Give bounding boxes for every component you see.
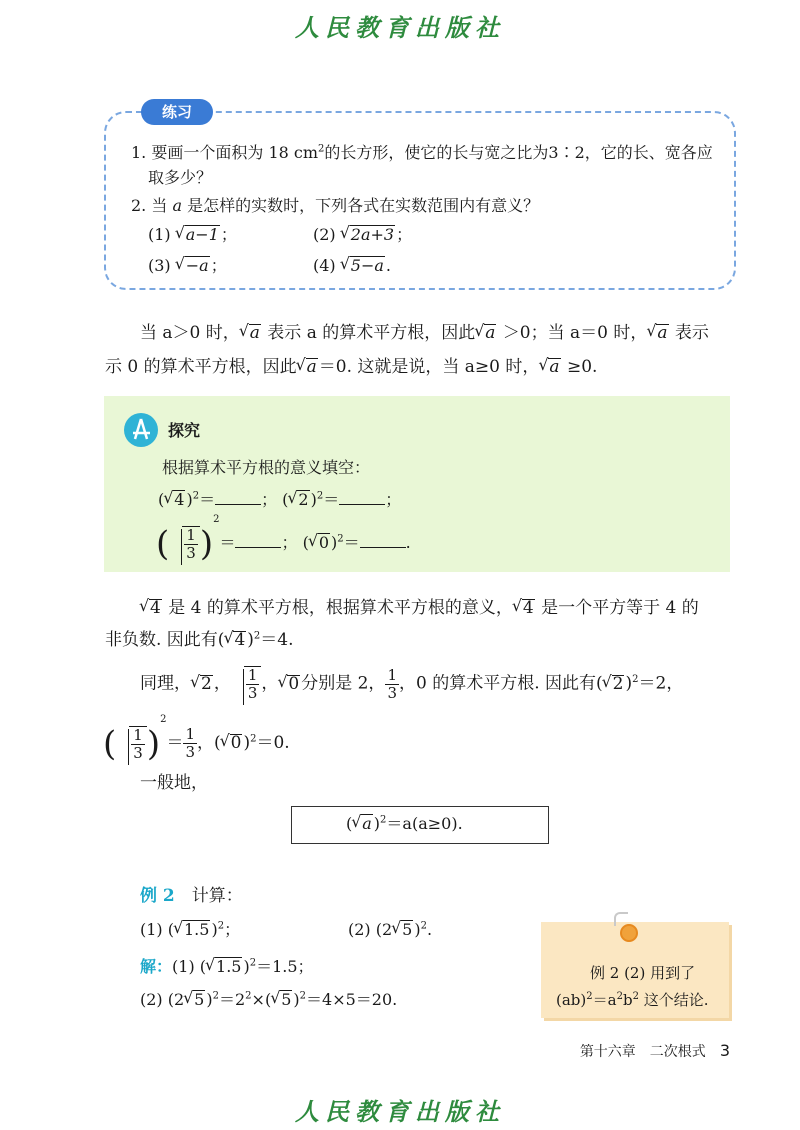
practice-item-4: (4) √ 5−a . [313, 256, 391, 276]
explore-row-2: ( $\frac{1}{3}$ )$^2$＝ ； (√ 0 )$^2$＝ . [156, 520, 411, 566]
key-formula: (√ a )$^2$＝a(a≥0). [346, 814, 463, 834]
note-line-1: 例 2 (2) 用到了 [590, 964, 696, 982]
compass-icon [124, 413, 158, 447]
publisher-logo-top: 人民教育出版社 [295, 13, 505, 42]
practice-item-1: (1) √ a−1 ； [148, 225, 237, 245]
example-part-2: (2) (2√ 5 )$^2$. [348, 920, 432, 940]
answer-blank[interactable] [235, 533, 281, 548]
para2-line1: √ 4 是 4 的算术平方根，根据算术平方根的意义，√ 4 是一个平方等于 4 的 [140, 598, 699, 618]
practice-title: 练习 [141, 99, 213, 125]
practice-q2: 2. 当 a 是怎样的实数时，下列各式在实数范围内有意义？ [131, 196, 540, 215]
practice-item-3: (3) √ −a ； [148, 256, 227, 276]
explore-instruction: 根据算术平方根的意义填空： [162, 458, 371, 477]
practice-q1-line1: 1. 要画一个面积为 18 $cm^2$的长方形，使它的长与宽之比为3∶2，它的长、宽各应 [131, 143, 713, 162]
explore-title: 探究 [168, 421, 201, 440]
note-line-2: $(ab)^2=a^2b^2$ 这个结论. [556, 991, 709, 1009]
pin-icon [620, 924, 638, 942]
example-heading: 例 2 计算： [140, 886, 243, 906]
practice-item-2: (2) √ 2a+3 ； [313, 225, 412, 245]
publisher-logo-bottom: 人民教育出版社 [295, 1097, 505, 1126]
para2-line2: 非负数. 因此有(√ 4 )$^2$＝4. [105, 630, 294, 650]
page-footer: 第十六章 二次根式 3 [579, 1041, 730, 1060]
answer-blank[interactable] [360, 533, 406, 548]
para3-line1: 同理，√ 2 ， $\frac{1}{3}$ ，√ 0 分别是 2， $\frac{1}{3}$ ，0 的算术平方根. 因此有(√ 2 )$^2$＝2， [140, 666, 683, 710]
para1-line2: 示 0 的算术平方根，因此√ a ＝0. 这就是说，当 a≥0 时，√ a ≥0. [105, 357, 597, 377]
para3-line2: ( $\frac{1}{3}$ )$^2$＝ $\frac{1}{3}$ ，(√ 0 )$^2$＝0. [103, 720, 290, 764]
example-part-1: (1) (√ 1.5 )$^2$； [140, 920, 240, 940]
general-text: 一般地， [140, 773, 208, 793]
para1-line1: 当 a＞0 时，√ a 表示 a 的算术平方根，因此√ a ＞0；当 a＝0 时，√ a 表示 [140, 323, 709, 343]
page-number: 3 [719, 1041, 730, 1060]
answer-blank[interactable] [339, 490, 385, 505]
solution-2: (2) (2√ 5 )$^2=2^2\times(√$ 5 )$^2$＝4×5＝20. [140, 990, 397, 1010]
answer-blank[interactable] [215, 490, 261, 505]
solution-1: 解：(1) (√ 1.5 )$^2$＝1.5； [140, 957, 314, 977]
explore-row-1: (√ 4 )$^2$＝ ； (√ 2 )$^2$＝ ； [158, 490, 401, 510]
practice-q1-line2: 取多少？ [148, 168, 213, 187]
